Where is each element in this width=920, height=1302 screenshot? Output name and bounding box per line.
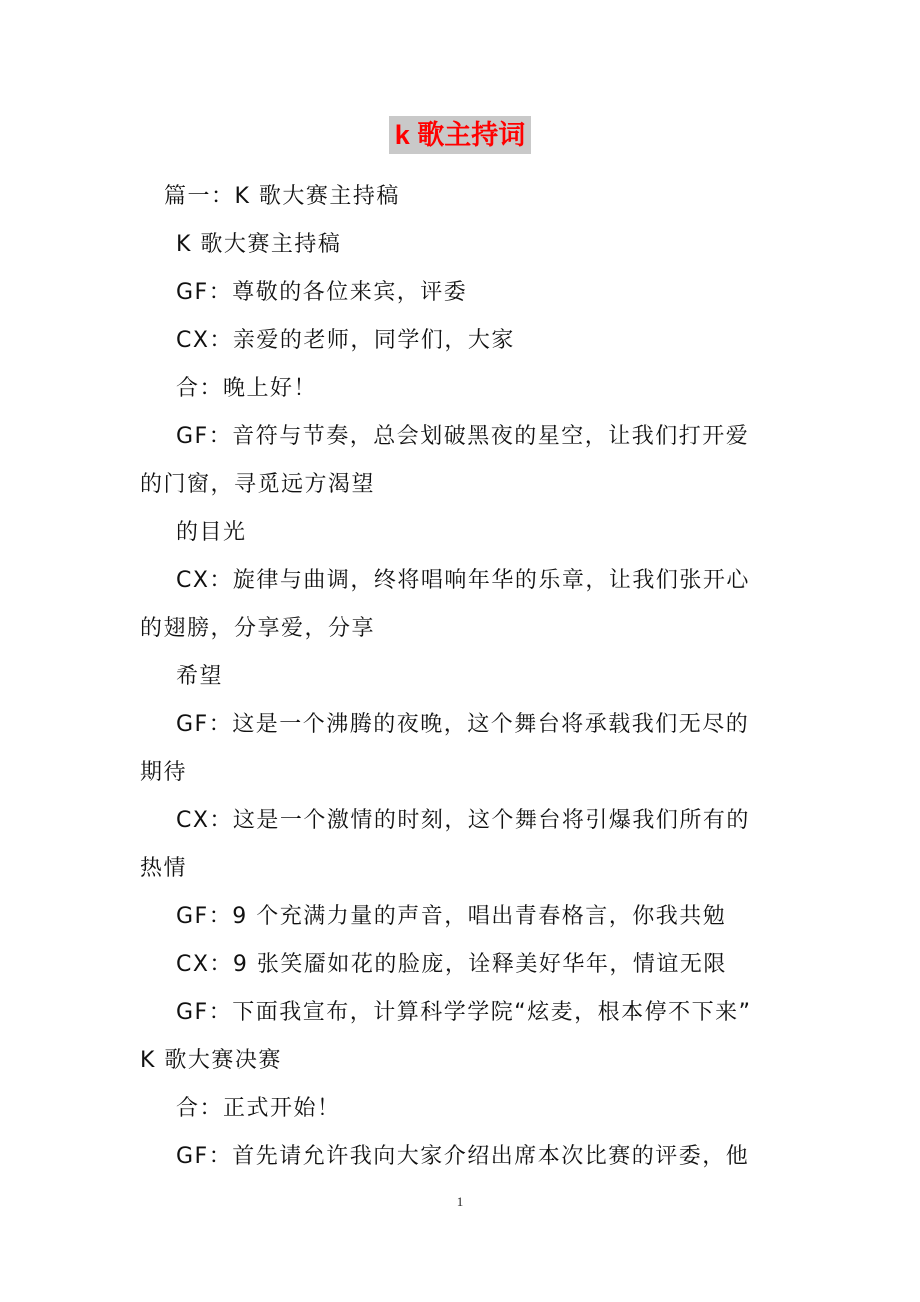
- paragraph-line: 希望: [176, 664, 224, 689]
- paragraph-line: GF：下面我宣布，计算科学学院“炫麦，根本停不下来”: [176, 1000, 752, 1025]
- paragraph-line: 合：晚上好！: [176, 376, 318, 401]
- paragraph-line: GF：音符与节奏，总会划破黑夜的星空，让我们打开爱: [176, 424, 750, 449]
- paragraph-line: 的翅膀，分享爱，分享: [140, 616, 376, 641]
- paragraph-line: GF：这是一个沸腾的夜晚，这个舞台将承载我们无尽的: [176, 712, 750, 737]
- paragraph-line: CX：亲爱的老师，同学们，大家: [176, 328, 515, 353]
- paragraph-line: 期待: [140, 760, 188, 785]
- paragraph-line: 的目光: [176, 520, 247, 545]
- paragraph-line: K 歌大赛主持稿: [176, 232, 342, 257]
- paragraph-line: GF：尊敬的各位来宾，评委: [176, 280, 468, 305]
- section-heading: 篇一：K 歌大赛主持稿: [164, 184, 400, 209]
- paragraph-line: CX：9 张笑靥如花的脸庞，诠释美好华年，情谊无限: [176, 952, 727, 977]
- paragraph-line: GF：首先请允许我向大家介绍出席本次比赛的评委，他: [176, 1144, 750, 1169]
- paragraph-line: CX：旋律与曲调，终将唱响年华的乐章，让我们张开心: [176, 568, 750, 593]
- paragraph-line: K 歌大赛决赛: [140, 1048, 282, 1073]
- document-title: k 歌主持词: [389, 116, 532, 154]
- title-wrapper: [0, 116, 920, 154]
- paragraph-line: CX：这是一个激情的时刻，这个舞台将引爆我们所有的: [176, 808, 750, 833]
- page-number: 1: [456, 1194, 464, 1209]
- paragraph-line: GF：9 个充满力量的声音，唱出青春格言，你我共勉: [176, 904, 727, 929]
- paragraph-line: 合：正式开始！: [176, 1096, 341, 1121]
- paragraph-line: 的门窗，寻觅远方渴望: [140, 472, 376, 497]
- paragraph-line: 热情: [140, 856, 188, 881]
